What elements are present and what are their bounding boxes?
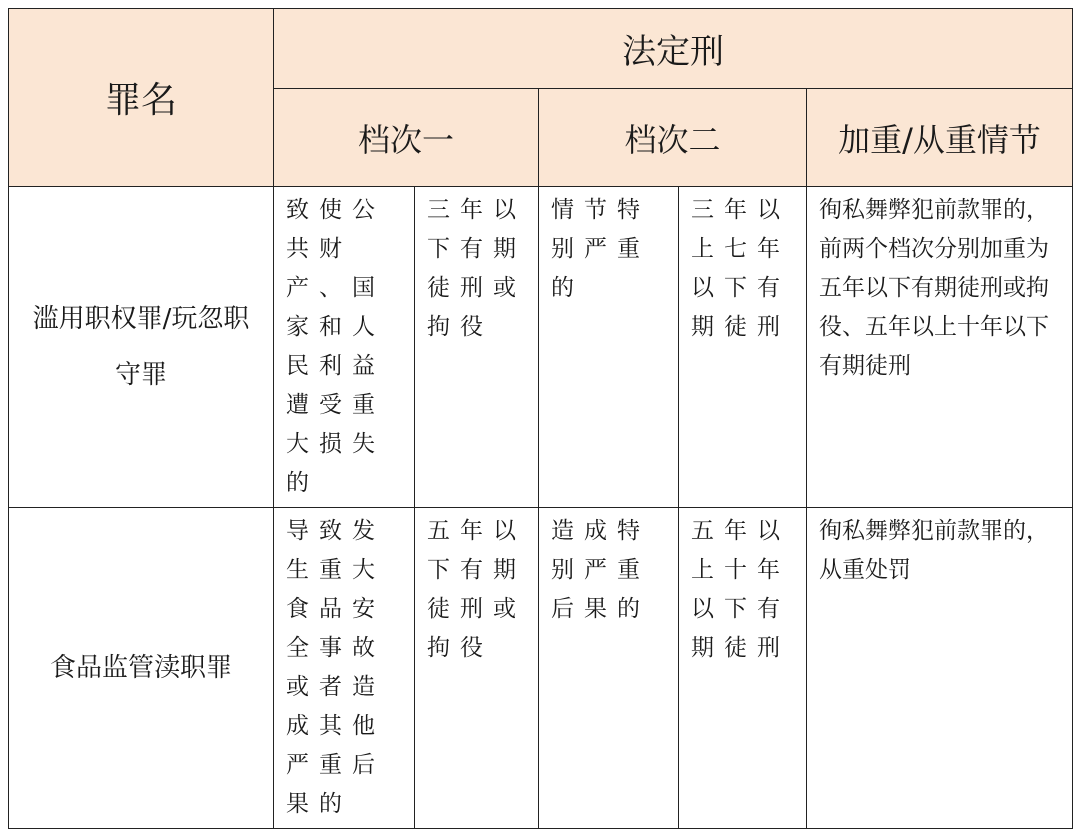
tier1-penalty-cell: 五年以下有期徒刑或拘役 xyxy=(415,508,539,829)
header-crime-name: 罪名 xyxy=(9,9,274,187)
aggravating-cell: 徇私舞弊犯前款罪的，前两个档次分别加重为五年以下有期徒刑或拘役、五年以上十年以下有期徒刑 xyxy=(807,187,1073,508)
table-row xyxy=(9,187,1073,508)
tier1-condition-cell: 导致发生重大食品安全事故或者造成其他严重后果的 xyxy=(274,508,415,829)
tier2-penalty-cell: 三年以上七年以下有期徒刑 xyxy=(679,187,807,508)
crime-name-cell: 滥用职权罪/玩忽职守罪 xyxy=(9,187,274,508)
tier2-condition-cell: 情节特别严重的 xyxy=(539,187,679,508)
aggravating-cell: 徇私舞弊犯前款罪的，从重处罚 xyxy=(807,508,1073,829)
header-legal-penalty: 法定刑 xyxy=(274,9,1073,89)
tier1-condition-cell: 致使公共财产、国家和人民利益遭受重大损失的 xyxy=(274,187,415,508)
crime-name-cell: 食品监管渎职罪 xyxy=(9,508,274,829)
header-tier1: 档次一 xyxy=(274,89,539,187)
header-aggravating: 加重/从重情节 xyxy=(807,89,1073,187)
tier2-penalty-cell: 五年以上十年以下有期徒刑 xyxy=(679,508,807,829)
tier2-condition-cell: 造成特别严重后果的 xyxy=(539,508,679,829)
header-tier2: 档次二 xyxy=(539,89,807,187)
tier1-penalty-cell: 三年以下有期徒刑或拘役 xyxy=(415,187,539,508)
table-row xyxy=(9,508,1073,829)
penalty-table-container xyxy=(8,8,1072,817)
